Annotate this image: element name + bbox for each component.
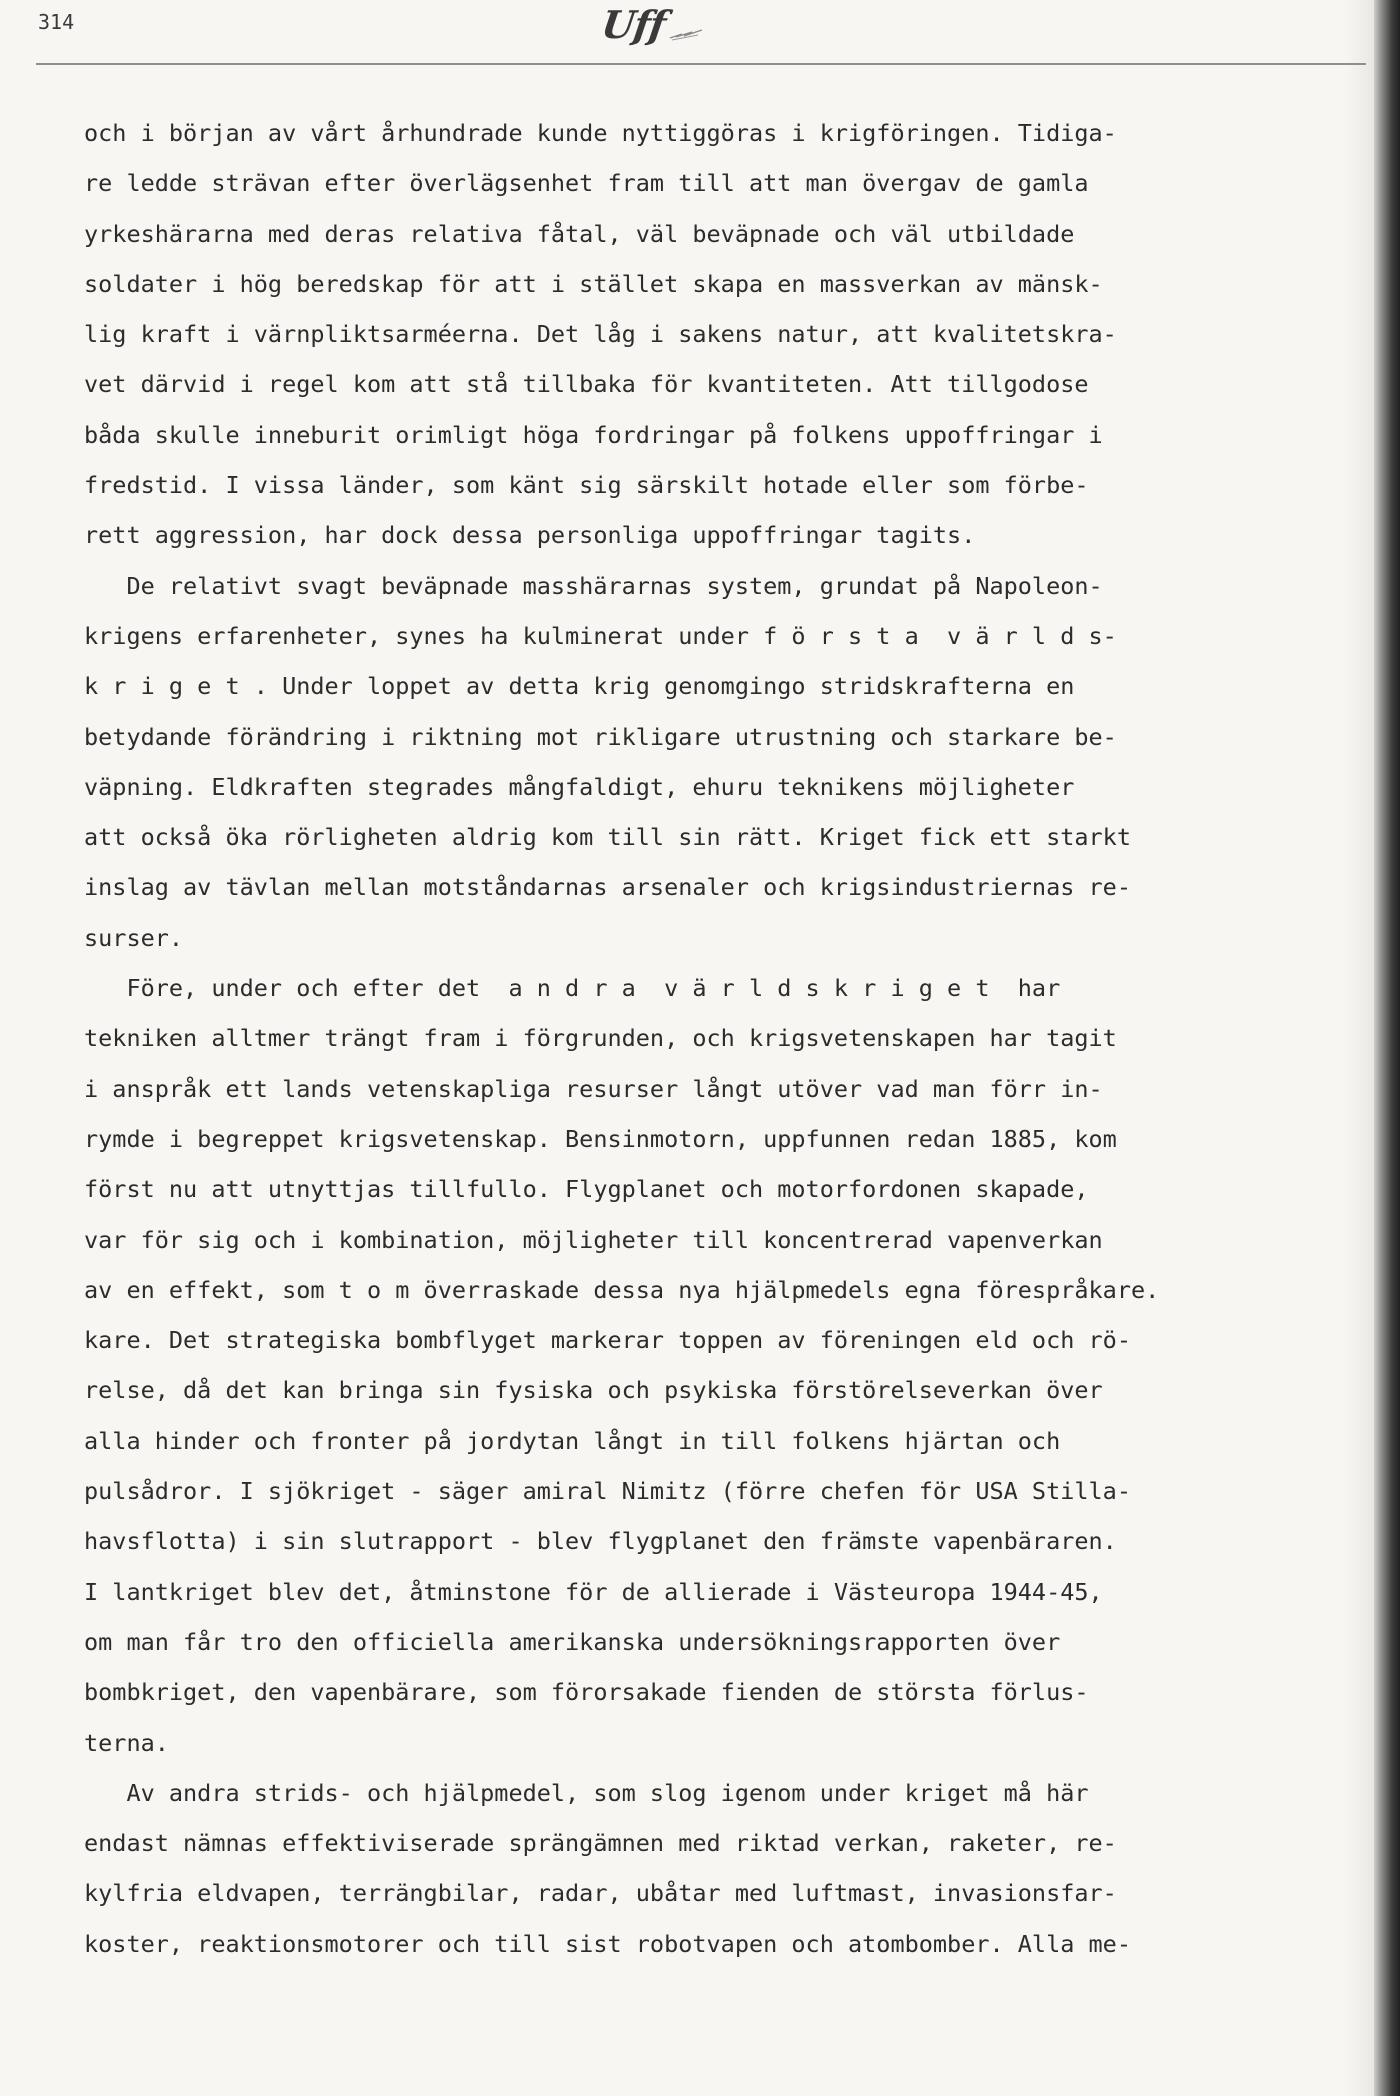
- text-line: i anspråk ett lands vetenskapliga resurser långt utöver vad man förr in-: [84, 1074, 1103, 1103]
- text-line: k r i g e t . Under loppet av detta krig genomgingo stridskrafterna en: [84, 672, 1075, 701]
- text-line: yrkeshärarna med deras relativa fåtal, väl beväpnade och väl utbildade: [84, 219, 1075, 248]
- text-line: inslag av tävlan mellan motståndarnas arsenaler och krigsindustriernas re-: [84, 873, 1131, 902]
- text-line: bombkriget, den vapenbärare, som förorsakade fienden de största förlus-: [84, 1678, 1089, 1707]
- text-line: och i början av vårt århundrade kunde nyttiggöras i krigföringen. Tidiga-: [84, 119, 1117, 147]
- text-line: De relativt svagt beväpnade masshärarnas system, grundat på Napoleon-: [84, 571, 1103, 600]
- text-line: tekniken alltmer trängt fram i förgrunden, och krigsvetenskapen har tagit: [84, 1024, 1117, 1053]
- text-line: betydande förändring i riktning mot rikligare utrustning och starkare be-: [84, 722, 1117, 751]
- text-line: rymde i begreppet krigsvetenskap. Bensinmotorn, uppfunnen redan 1885, kom: [84, 1124, 1117, 1153]
- text-line: koster, reaktionsmotorer och till sist robotvapen och atombomber. Alla me-: [84, 1929, 1131, 1958]
- text-line: krigens erfarenheter, synes ha kulminerat under f ö r s t a v ä r l d s-: [84, 621, 1117, 650]
- text-line: I lantkriget blev det, åtminstone för de allierade i Västeuropa 1944-45,: [84, 1577, 1103, 1606]
- text-line: Före, under och efter det a n d r a v ä r l d s k r i g e t har: [84, 974, 1061, 1003]
- handwritten-flourish: [668, 28, 704, 42]
- text-line: fredstid. I vissa länder, som känt sig särskilt hotade eller som förbe-: [84, 471, 1089, 500]
- text-line: re ledde strävan efter överlägsenhet fram till att man övergav de gamla: [84, 169, 1089, 198]
- text-line: terna.: [84, 1728, 169, 1757]
- text-line: soldater i hög beredskap för att i stället skapa en massverkan av mänsk-: [84, 269, 1103, 298]
- text-line: väpning. Eldkraften stegrades mångfaldigt, ehuru teknikens möjligheter: [84, 772, 1075, 801]
- binding-shadow: [1344, 0, 1374, 2096]
- text-line: först nu att utnyttjas tillfullo. Flygplanet och motorfordonen skapade,: [84, 1175, 1089, 1204]
- body-text: [84, 108, 1334, 1969]
- text-line: var för sig och i kombination, möjligheter till koncentrerad vapenverkan: [84, 1225, 1103, 1254]
- text-line: om man får tro den officiella amerikanska undersökningsrapporten över: [84, 1627, 1061, 1656]
- text-line: relse, då det kan bringa sin fysiska och psykiska förstörelseverkan över: [84, 1376, 1103, 1405]
- text-line: att också öka rörligheten aldrig kom till sin rätt. Kriget fick ett starkt: [84, 823, 1131, 852]
- text-line: båda skulle inneburit orimligt höga fordringar på folkens uppoffringar i: [84, 420, 1103, 449]
- header-rule: [36, 63, 1366, 65]
- text-line: surser.: [84, 923, 184, 952]
- text-line: rett aggression, har dock dessa personliga uppoffringar tagits.: [84, 521, 976, 550]
- text-line: kare. Det strategiska bombflyget markerar toppen av föreningen eld och rö-: [84, 1326, 1131, 1355]
- text-line: havsflotta) i sin slutrapport - blev flygplanet den främste vapenbäraren.: [84, 1527, 1117, 1556]
- page-number: 314: [38, 10, 75, 34]
- text-line: vet därvid i regel kom att stå tillbaka för kvantiteten. Att tillgodose: [84, 370, 1089, 399]
- text-line: pulsådror. I sjökriget - säger amiral Nimitz (förre chefen för USA Stilla-: [84, 1477, 1131, 1506]
- text-line: lig kraft i värnpliktsarméerna. Det låg i sakens natur, att kvalitetskra-: [84, 320, 1117, 349]
- text-line: kylfria eldvapen, terrängbilar, radar, ubåtar med luftmast, invasionsfar-: [84, 1879, 1117, 1908]
- text-line: av en effekt, som t o m överraskade dessa nya hjälpmedels egna förespråkare.: [84, 1275, 1160, 1304]
- text-line: Av andra strids- och hjälpmedel, som slog igenom under kriget må här: [84, 1778, 1089, 1807]
- text-line: alla hinder och fronter på jordytan långt in till folkens hjärtan och: [84, 1426, 1061, 1455]
- handwritten-mark: Uff: [598, 2, 669, 47]
- text-line: endast nämnas effektiviserade sprängämnen med riktad verkan, raketer, re-: [84, 1829, 1117, 1858]
- binding-edge: [1374, 0, 1400, 2096]
